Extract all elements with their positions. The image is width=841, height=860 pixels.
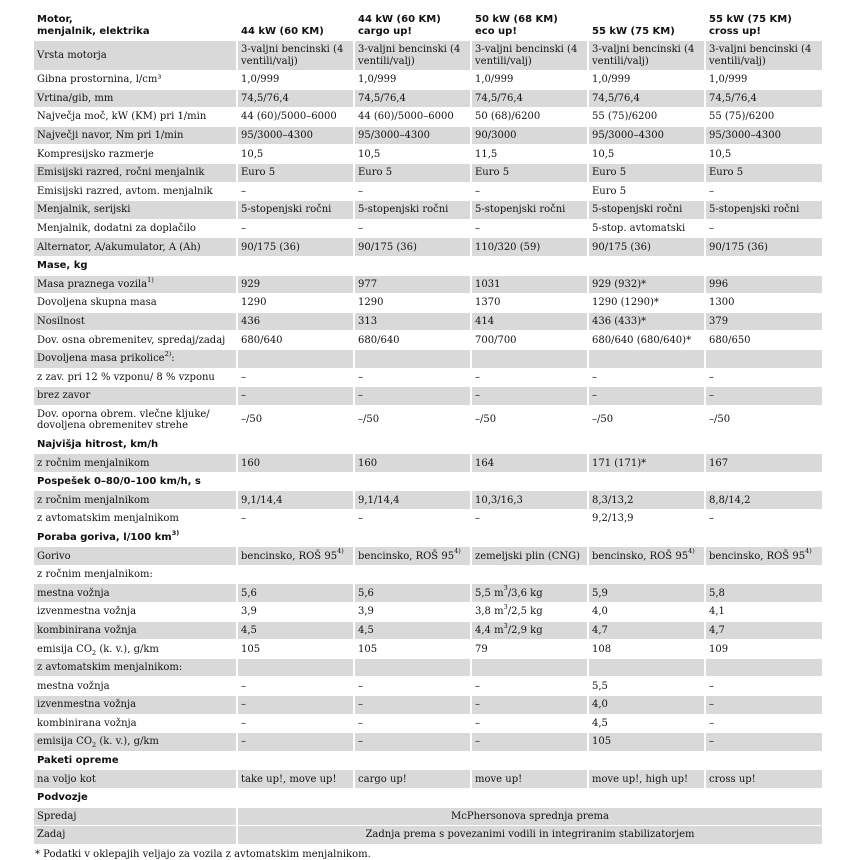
row-label: brez zavor — [34, 387, 237, 406]
table-row — [34, 547, 823, 566]
header-col-2: 44 kW (60 KM) cargo up! — [354, 8, 471, 41]
cell-col-2: –/50 — [354, 405, 471, 435]
cell-col-2: Euro 5 — [354, 163, 471, 182]
cell-col-3: 1,0/999 — [471, 71, 588, 90]
cell-col-5: 4,7 — [705, 621, 823, 640]
cell-col-3: – — [471, 733, 588, 752]
cell-col-4: – — [588, 368, 705, 387]
cell-col-3: 90/3000 — [471, 126, 588, 145]
table-row — [34, 677, 823, 696]
cell-col-2: 160 — [354, 454, 471, 473]
cell-col-2: bencinsko, ROŠ 95$^{4)}$ — [354, 547, 471, 566]
section-header — [34, 788, 823, 807]
row-label: Menjalnik, dodatni za doplačilo — [34, 219, 237, 238]
cell-col-2 — [354, 565, 471, 584]
cell-col-5: bencinsko, ROŠ 95$^{4)}$ — [705, 547, 823, 566]
cell-col-2: 3,9 — [354, 603, 471, 622]
section-title: Mase, kg — [34, 256, 823, 275]
table-row — [34, 826, 823, 845]
section-title: Paketi opreme — [34, 751, 823, 770]
spec-table — [34, 8, 824, 845]
section-header — [34, 256, 823, 275]
row-label: Kompresijsko razmerje — [34, 145, 237, 164]
cell-col-4: 74,5/76,4 — [588, 89, 705, 108]
table-row — [34, 565, 823, 584]
cell-col-4 — [588, 658, 705, 677]
header-col-3: 50 kW (68 KM) eco up! — [471, 8, 588, 41]
cell-col-5: – — [705, 696, 823, 715]
cell-col-4: 108 — [588, 640, 705, 659]
table-row — [34, 714, 823, 733]
cell-col-1: 1,0/999 — [237, 71, 354, 90]
cell-col-3: 110/320 (59) — [471, 238, 588, 257]
cell-col-5: 1,0/999 — [705, 71, 823, 90]
cell-col-5: 8,8/14,2 — [705, 491, 823, 510]
footnote: * Podatki v oklepajih veljajo za vozila z avtomatskim menjalnikom. — [35, 848, 371, 860]
section-title: Poraba goriva, l/100 $km^{3)}$ — [34, 528, 823, 547]
table-row — [34, 491, 823, 510]
cell-col-4: 5-stop. avtomatski — [588, 219, 705, 238]
cell-col-5: 95/3000–4300 — [705, 126, 823, 145]
table-row — [34, 640, 823, 659]
cell-col-4: 4,7 — [588, 621, 705, 640]
cell-col-5: 379 — [705, 312, 823, 331]
cell-col-1: 3-valjni bencinski (4 ventili/valj) — [237, 41, 354, 71]
cell-col-3: – — [471, 219, 588, 238]
table-row — [34, 454, 823, 473]
row-label: izvenmestna vožnja — [34, 696, 237, 715]
cell-col-1: 3,9 — [237, 603, 354, 622]
row-label: z zav. pri 12 % vzponu/ 8 % vzponu — [34, 368, 237, 387]
cell-col-4: 171 (171)* — [588, 454, 705, 473]
cell-col-5: – — [705, 219, 823, 238]
cell-col-4: 4,5 — [588, 714, 705, 733]
cell-col-1: 44 (60)/5000–6000 — [237, 108, 354, 127]
header-col-5: 55 kW (75 KM) cross up! — [705, 8, 823, 41]
cell-col-3: 700/700 — [471, 331, 588, 350]
cell-col-2: 44 (60)/5000–6000 — [354, 108, 471, 127]
cell-col-3: 414 — [471, 312, 588, 331]
cell-col-5 — [705, 565, 823, 584]
cell-col-3: 79 — [471, 640, 588, 659]
cell-col-4 — [588, 349, 705, 368]
table-row — [34, 349, 823, 368]
cell-col-2: 5,6 — [354, 584, 471, 603]
cell-col-4: 90/175 (36) — [588, 238, 705, 257]
section-title: Pospešek 0–80/0–100 km/h, s — [34, 472, 823, 491]
row-label: emisija $CO_2$ (k. v.), g/km — [34, 733, 237, 752]
row-label: emisija $CO_2$ (k. v.), g/km — [34, 640, 237, 659]
cell-col-1: 4,5 — [237, 621, 354, 640]
cell-col-3: 3,8 $m^3/2,5$ kg — [471, 603, 588, 622]
cell-col-1: – — [237, 510, 354, 529]
cell-col-2: – — [354, 387, 471, 406]
row-label: Gorivo — [34, 547, 237, 566]
cell-col-2 — [354, 658, 471, 677]
cell-col-4: 5,9 — [588, 584, 705, 603]
cell-col-1: 929 — [237, 275, 354, 294]
cell-col-2: – — [354, 696, 471, 715]
cell-col-5: Euro 5 — [705, 163, 823, 182]
section-header — [34, 472, 823, 491]
cell-col-3 — [471, 565, 588, 584]
cell-col-2: – — [354, 677, 471, 696]
row-label: Dov. oporna obrem. vlečne kljuke/ dovoljena obremenitev strehe — [34, 405, 237, 435]
table-row — [34, 387, 823, 406]
row-label: z avtomatskim menjalnikom: — [34, 658, 237, 677]
cell-col-2: 313 — [354, 312, 471, 331]
cell-col-5: 3-valjni bencinski (4 ventili/valj) — [705, 41, 823, 71]
cell-col-5: cross up! — [705, 770, 823, 789]
table-row — [34, 621, 823, 640]
cell-col-1: 74,5/76,4 — [237, 89, 354, 108]
cell-col-1: Euro 5 — [237, 163, 354, 182]
cell-col-2: 1,0/999 — [354, 71, 471, 90]
header-col-1: 44 kW (60 KM) — [237, 8, 354, 41]
row-label: Masa praznega vozila$^{1)}$ — [34, 275, 237, 294]
cell-col-1: 95/3000–4300 — [237, 126, 354, 145]
table-row — [34, 182, 823, 201]
cell-col-5: – — [705, 387, 823, 406]
table-row — [34, 108, 823, 127]
cell-col-3: 74,5/76,4 — [471, 89, 588, 108]
cell-col-2: 74,5/76,4 — [354, 89, 471, 108]
row-label: z ročnim menjalnikom: — [34, 565, 237, 584]
cell-col-4: 4,0 — [588, 696, 705, 715]
row-label: mestna vožnja — [34, 584, 237, 603]
cell-col-5 — [705, 658, 823, 677]
cell-col-1: – — [237, 182, 354, 201]
table-row — [34, 405, 823, 435]
cell-col-2: cargo up! — [354, 770, 471, 789]
cell-col-3: – — [471, 696, 588, 715]
row-label: Spredaj — [34, 807, 237, 826]
cell-col-5: – — [705, 182, 823, 201]
cell-col-3 — [471, 349, 588, 368]
row-label: Največji navor, Nm pri 1/min — [34, 126, 237, 145]
cell-col-5: – — [705, 368, 823, 387]
cell-col-5: – — [705, 510, 823, 529]
cell-col-4: 680/640 (680/640)* — [588, 331, 705, 350]
row-label: Vrtina/gib, mm — [34, 89, 237, 108]
row-label: kombinirana vožnja — [34, 621, 237, 640]
cell-col-3: move up! — [471, 770, 588, 789]
chassis-value: McPhersonova sprednja prema — [237, 807, 823, 826]
cell-col-2: 1290 — [354, 294, 471, 313]
row-label: z ročnim menjalnikom — [34, 454, 237, 473]
row-label: Emisijski razred, ročni menjalnik — [34, 163, 237, 182]
cell-col-5: – — [705, 714, 823, 733]
row-label: Gibna prostornina, l/cm³ — [34, 71, 237, 90]
cell-col-4: 105 — [588, 733, 705, 752]
table-row — [34, 658, 823, 677]
cell-col-1 — [237, 349, 354, 368]
table-row — [34, 294, 823, 313]
row-label: Dov. osna obremenitev, spredaj/zadaj — [34, 331, 237, 350]
cell-col-2: 3-valjni bencinski (4 ventili/valj) — [354, 41, 471, 71]
table-row — [34, 145, 823, 164]
cell-col-2: 105 — [354, 640, 471, 659]
cell-col-2: 4,5 — [354, 621, 471, 640]
cell-col-3: 1370 — [471, 294, 588, 313]
cell-col-5: 1300 — [705, 294, 823, 313]
cell-col-3: 10,3/16,3 — [471, 491, 588, 510]
cell-col-1: – — [237, 219, 354, 238]
cell-col-1: bencinsko, ROŠ 95$^{4)}$ — [237, 547, 354, 566]
cell-col-1 — [237, 658, 354, 677]
cell-col-5: 5-stopenjski ročni — [705, 201, 823, 220]
cell-col-4: 929 (932)* — [588, 275, 705, 294]
cell-col-1: 5-stopenjski ročni — [237, 201, 354, 220]
cell-col-2: – — [354, 714, 471, 733]
table-row — [34, 696, 823, 715]
row-label: kombinirana vožnja — [34, 714, 237, 733]
table-row — [34, 89, 823, 108]
cell-col-2: – — [354, 368, 471, 387]
cell-col-2: – — [354, 733, 471, 752]
table-row — [34, 201, 823, 220]
section-header — [34, 528, 823, 547]
cell-col-3: 5-stopenjski ročni — [471, 201, 588, 220]
cell-col-3: 11,5 — [471, 145, 588, 164]
cell-col-1: 9,1/14,4 — [237, 491, 354, 510]
cell-col-5: 10,5 — [705, 145, 823, 164]
cell-col-2: 9,1/14,4 — [354, 491, 471, 510]
cell-col-4: 1,0/999 — [588, 71, 705, 90]
spec-sheet — [34, 8, 823, 860]
cell-col-4: 10,5 — [588, 145, 705, 164]
chassis-value: Zadnja prema s povezanimi vodili in integriranim stabilizatorjem — [237, 826, 823, 845]
cell-col-4: 3-valjni bencinski (4 ventili/valj) — [588, 41, 705, 71]
cell-col-2 — [354, 349, 471, 368]
cell-col-1: 160 — [237, 454, 354, 473]
table-row — [34, 71, 823, 90]
header-row — [34, 8, 823, 41]
header-col-4: 55 kW (75 KM) — [588, 8, 705, 41]
table-row — [34, 163, 823, 182]
cell-col-2: 10,5 — [354, 145, 471, 164]
table-row — [34, 584, 823, 603]
cell-col-3: – — [471, 368, 588, 387]
cell-col-1: take up!, move up! — [237, 770, 354, 789]
cell-col-2: 680/640 — [354, 331, 471, 350]
cell-col-1: – — [237, 387, 354, 406]
footnote-ref: 2) — [164, 349, 172, 358]
row-label: Zadaj — [34, 826, 237, 845]
row-label: izvenmestna vožnja — [34, 603, 237, 622]
cell-col-4: 5-stopenjski ročni — [588, 201, 705, 220]
row-label: na voljo kot — [34, 770, 237, 789]
cell-col-3: 4,4 $m^3/2,9$ kg — [471, 621, 588, 640]
cell-col-5: 109 — [705, 640, 823, 659]
cell-col-4: 5,5 — [588, 677, 705, 696]
cell-col-3: zemeljski plin (CNG) — [471, 547, 588, 566]
row-label: Menjalnik, serijski — [34, 201, 237, 220]
cell-col-5: 167 — [705, 454, 823, 473]
cell-col-3: 3-valjni bencinski (4 ventili/valj) — [471, 41, 588, 71]
cell-col-1: 680/640 — [237, 331, 354, 350]
cell-col-4: 55 (75)/6200 — [588, 108, 705, 127]
row-label: Emisijski razred, avtom. menjalnik — [34, 182, 237, 201]
cell-col-4: 95/3000–4300 — [588, 126, 705, 145]
cell-col-3: 1031 — [471, 275, 588, 294]
cell-col-4: 4,0 — [588, 603, 705, 622]
cell-col-3: – — [471, 677, 588, 696]
table-row — [34, 275, 823, 294]
cell-col-3: –/50 — [471, 405, 588, 435]
row-label: Dovoljena skupna masa — [34, 294, 237, 313]
cell-col-4: 1290 (1290)* — [588, 294, 705, 313]
cell-col-1: 105 — [237, 640, 354, 659]
cell-col-5: 55 (75)/6200 — [705, 108, 823, 127]
table-row — [34, 510, 823, 529]
cell-col-4 — [588, 565, 705, 584]
cell-col-1: – — [237, 733, 354, 752]
cell-col-5: 5,8 — [705, 584, 823, 603]
cell-col-1: 10,5 — [237, 145, 354, 164]
section-title: Podvozje — [34, 788, 823, 807]
cell-col-2: – — [354, 219, 471, 238]
cell-col-2: – — [354, 182, 471, 201]
cell-col-5: – — [705, 677, 823, 696]
cell-col-4: Euro 5 — [588, 163, 705, 182]
cell-col-4: – — [588, 387, 705, 406]
cell-col-5: 74,5/76,4 — [705, 89, 823, 108]
cell-col-2: 90/175 (36) — [354, 238, 471, 257]
cell-col-3 — [471, 658, 588, 677]
table-row — [34, 238, 823, 257]
table-row — [34, 368, 823, 387]
cell-col-4: Euro 5 — [588, 182, 705, 201]
cell-col-3: – — [471, 387, 588, 406]
section-header — [34, 435, 823, 454]
row-label: Vrsta motorja — [34, 41, 237, 71]
table-row — [34, 219, 823, 238]
cell-col-5: –/50 — [705, 405, 823, 435]
row-label: mestna vožnja — [34, 677, 237, 696]
cell-col-1: – — [237, 696, 354, 715]
table-row — [34, 733, 823, 752]
section-title: Najvišja hitrost, km/h — [34, 435, 823, 454]
cell-col-1: –/50 — [237, 405, 354, 435]
cell-col-3: – — [471, 714, 588, 733]
footnote-ref: 1) — [147, 275, 154, 284]
cell-col-4: 8,3/13,2 — [588, 491, 705, 510]
cell-col-2: 977 — [354, 275, 471, 294]
cell-col-3: Euro 5 — [471, 163, 588, 182]
cell-col-4: move up!, high up! — [588, 770, 705, 789]
row-label: Nosilnost — [34, 312, 237, 331]
row-label: z ročnim menjalnikom — [34, 491, 237, 510]
cell-col-4: bencinsko, ROŠ 95$^{4)}$ — [588, 547, 705, 566]
header-label: Motor, menjalnik, elektrika — [34, 8, 237, 41]
cell-col-1: 1290 — [237, 294, 354, 313]
cell-col-5: – — [705, 733, 823, 752]
cell-col-1 — [237, 565, 354, 584]
row-label: z avtomatskim menjalnikom — [34, 510, 237, 529]
cell-col-3: 164 — [471, 454, 588, 473]
table-row — [34, 126, 823, 145]
table-row — [34, 312, 823, 331]
cell-col-3: 50 (68)/6200 — [471, 108, 588, 127]
cell-col-5 — [705, 349, 823, 368]
cell-col-1: – — [237, 677, 354, 696]
cell-col-5: 90/175 (36) — [705, 238, 823, 257]
cell-col-5: 680/650 — [705, 331, 823, 350]
cell-col-4: 436 (433)* — [588, 312, 705, 331]
cell-col-2: 5-stopenjski ročni — [354, 201, 471, 220]
cell-col-1: – — [237, 368, 354, 387]
cell-col-1: – — [237, 714, 354, 733]
cell-col-1: 436 — [237, 312, 354, 331]
cell-col-3: 5,5 $m^3/3,6$ kg — [471, 584, 588, 603]
cell-col-2: 95/3000–4300 — [354, 126, 471, 145]
cell-col-5: 996 — [705, 275, 823, 294]
cell-col-1: 5,6 — [237, 584, 354, 603]
table-row — [34, 603, 823, 622]
cell-col-5: 4,1 — [705, 603, 823, 622]
cell-col-3: – — [471, 182, 588, 201]
cell-col-4: 9,2/13,9 — [588, 510, 705, 529]
table-row — [34, 807, 823, 826]
cell-col-1: 90/175 (36) — [237, 238, 354, 257]
cell-col-3: – — [471, 510, 588, 529]
cell-col-2: – — [354, 510, 471, 529]
section-header — [34, 751, 823, 770]
row-label: Dovoljena masa prikolice$^{2)}$: — [34, 349, 237, 368]
table-row — [34, 770, 823, 789]
table-row — [34, 331, 823, 350]
row-label: Alternator, A/akumulator, A (Ah) — [34, 238, 237, 257]
table-row — [34, 41, 823, 71]
row-label: Največja moč, kW (KM) pri 1/min — [34, 108, 237, 127]
cell-col-4: –/50 — [588, 405, 705, 435]
